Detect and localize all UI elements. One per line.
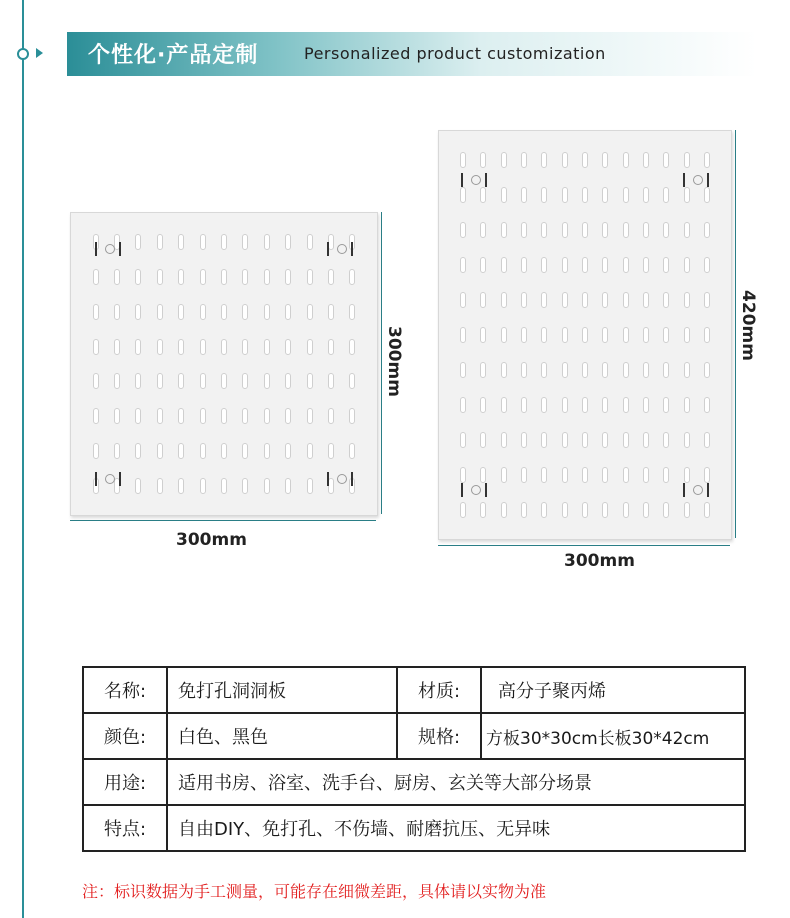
- peg-slot: [264, 443, 270, 459]
- peg-slot: [460, 397, 466, 413]
- peg-slot: [582, 362, 588, 378]
- peg-slot: [684, 502, 690, 518]
- mount-bracket-icon: [327, 242, 353, 256]
- peg-slot: [460, 187, 466, 203]
- screw-icon: [471, 175, 481, 185]
- peg-slot: [264, 339, 270, 355]
- material-key: 材质:: [397, 667, 481, 713]
- peg-slot: [307, 373, 313, 389]
- peg-slot: [623, 257, 629, 273]
- peg-slot: [562, 222, 568, 238]
- peg-slot: [307, 443, 313, 459]
- peg-slot: [285, 373, 291, 389]
- peg-slot: [349, 339, 355, 355]
- peg-slot: [264, 269, 270, 285]
- size-key: 规格:: [397, 713, 481, 759]
- peg-slot: [704, 187, 710, 203]
- square-board-height-line: [381, 212, 382, 514]
- peg-slot: [157, 234, 163, 250]
- peg-slot: [521, 152, 527, 168]
- peg-slot: [643, 292, 649, 308]
- peg-slot: [328, 443, 334, 459]
- peg-slot: [221, 443, 227, 459]
- peg-slot: [643, 152, 649, 168]
- peg-slot: [643, 222, 649, 238]
- peg-slot: [704, 152, 710, 168]
- peg-slot: [307, 269, 313, 285]
- peg-slot: [663, 257, 669, 273]
- peg-slot: [135, 478, 141, 494]
- peg-slot: [582, 152, 588, 168]
- peg-slot: [178, 304, 184, 320]
- peg-slot: [541, 397, 547, 413]
- peg-slot: [460, 152, 466, 168]
- peg-slot: [582, 502, 588, 518]
- peg-slot: [643, 502, 649, 518]
- screw-icon: [693, 485, 703, 495]
- peg-slot: [501, 362, 507, 378]
- peg-slot: [704, 502, 710, 518]
- peg-slot: [221, 304, 227, 320]
- feature-key: 特点:: [83, 805, 167, 851]
- peg-slot: [684, 292, 690, 308]
- peg-slot: [663, 187, 669, 203]
- peg-slot: [349, 443, 355, 459]
- peg-slot: [460, 467, 466, 483]
- peg-slot: [521, 292, 527, 308]
- peg-slot: [157, 269, 163, 285]
- peg-slot: [623, 327, 629, 343]
- decor-vertical-line: [22, 0, 24, 918]
- peg-slot: [501, 292, 507, 308]
- peg-slot: [480, 467, 486, 483]
- peg-slot: [602, 432, 608, 448]
- peg-slot: [562, 362, 568, 378]
- peg-slot: [623, 222, 629, 238]
- long-board-width-line: [438, 545, 730, 546]
- peg-slot: [157, 443, 163, 459]
- peg-slot: [521, 187, 527, 203]
- peg-slot: [285, 443, 291, 459]
- peg-slot: [643, 467, 649, 483]
- peg-slot: [460, 292, 466, 308]
- peg-slot: [623, 187, 629, 203]
- peg-slot: [114, 339, 120, 355]
- peg-slot: [480, 362, 486, 378]
- peg-slot: [704, 257, 710, 273]
- peg-slot: [541, 362, 547, 378]
- peg-slot: [178, 269, 184, 285]
- peg-slot: [114, 304, 120, 320]
- peg-slot: [684, 257, 690, 273]
- peg-slot: [623, 432, 629, 448]
- peg-slot: [221, 408, 227, 424]
- peg-slot: [541, 432, 547, 448]
- peg-slot: [704, 292, 710, 308]
- peg-slot: [349, 269, 355, 285]
- peg-slot: [178, 408, 184, 424]
- peg-slot: [328, 304, 334, 320]
- peg-slot: [157, 304, 163, 320]
- peg-slot: [178, 234, 184, 250]
- long-board-height-line: [735, 130, 736, 538]
- peg-slot: [242, 478, 248, 494]
- peg-slot: [93, 304, 99, 320]
- peg-slot: [623, 502, 629, 518]
- screw-icon: [337, 244, 347, 254]
- peg-slot: [221, 478, 227, 494]
- material-value: 高分子聚丙烯: [481, 667, 745, 713]
- peg-slot: [480, 257, 486, 273]
- peg-slot: [684, 187, 690, 203]
- peg-slot: [135, 443, 141, 459]
- peg-slot: [307, 304, 313, 320]
- peg-slot: [623, 292, 629, 308]
- peg-slot: [541, 152, 547, 168]
- peg-slot: [623, 362, 629, 378]
- screw-icon: [693, 175, 703, 185]
- peg-slot: [480, 432, 486, 448]
- peg-slot: [663, 502, 669, 518]
- peg-slot: [307, 408, 313, 424]
- peg-slot: [663, 397, 669, 413]
- peg-slot: [501, 257, 507, 273]
- peg-slot: [501, 187, 507, 203]
- color-value: 白色、黑色: [167, 713, 397, 759]
- peg-slot: [480, 502, 486, 518]
- peg-slot: [521, 362, 527, 378]
- peg-slot: [200, 373, 206, 389]
- peg-slot: [663, 432, 669, 448]
- peg-slot: [349, 304, 355, 320]
- peg-slot: [704, 222, 710, 238]
- peg-slot: [704, 397, 710, 413]
- peg-slot: [135, 269, 141, 285]
- peg-slot: [307, 339, 313, 355]
- peg-slot: [480, 152, 486, 168]
- peg-slot: [562, 432, 568, 448]
- peg-slot: [200, 304, 206, 320]
- peg-slot: [157, 478, 163, 494]
- peg-slot: [285, 269, 291, 285]
- peg-slot: [582, 397, 588, 413]
- peg-slot: [285, 339, 291, 355]
- peg-slot: [562, 257, 568, 273]
- peg-slot: [460, 257, 466, 273]
- peg-slot: [541, 467, 547, 483]
- peg-slot: [114, 443, 120, 459]
- peg-slot: [704, 327, 710, 343]
- peg-slot: [521, 432, 527, 448]
- peg-slot: [157, 373, 163, 389]
- peg-slot: [285, 408, 291, 424]
- peg-slot: [541, 257, 547, 273]
- peg-slot: [643, 187, 649, 203]
- peg-slot: [562, 187, 568, 203]
- peg-slot: [157, 339, 163, 355]
- peg-slot: [264, 304, 270, 320]
- peg-slot: [460, 327, 466, 343]
- peg-slot: [663, 467, 669, 483]
- peg-slot: [135, 234, 141, 250]
- peg-slot: [602, 397, 608, 413]
- name-value: 免打孔洞洞板: [167, 667, 397, 713]
- peg-slot: [242, 304, 248, 320]
- peg-slot: [200, 234, 206, 250]
- peg-slot: [521, 502, 527, 518]
- peg-slot: [582, 292, 588, 308]
- peg-slot: [501, 327, 507, 343]
- peg-slot: [602, 502, 608, 518]
- peg-slot: [501, 397, 507, 413]
- peg-slot: [242, 373, 248, 389]
- square-pegboard-image: [70, 212, 378, 516]
- peg-slot: [562, 467, 568, 483]
- peg-slot: [541, 222, 547, 238]
- peg-slot: [562, 397, 568, 413]
- peg-slot: [285, 304, 291, 320]
- peg-slot: [602, 467, 608, 483]
- peg-slot: [328, 373, 334, 389]
- peg-slot: [242, 339, 248, 355]
- peg-slot: [460, 362, 466, 378]
- mount-bracket-icon: [461, 173, 487, 187]
- peg-slot: [135, 339, 141, 355]
- peg-slot: [521, 467, 527, 483]
- peg-slot: [521, 222, 527, 238]
- peg-slot: [643, 257, 649, 273]
- peg-slot: [221, 339, 227, 355]
- peg-slot: [643, 327, 649, 343]
- peg-slot: [242, 234, 248, 250]
- mount-bracket-icon: [683, 483, 709, 497]
- peg-slot: [242, 443, 248, 459]
- peg-slot: [643, 362, 649, 378]
- peg-slot: [623, 397, 629, 413]
- measurement-note: 注：标识数据为手工测量，可能存在细微差距，具体请以实物为准: [82, 882, 547, 901]
- mount-bracket-icon: [461, 483, 487, 497]
- peg-slot: [541, 292, 547, 308]
- peg-slot: [200, 339, 206, 355]
- feature-value: 自由DIY、免打孔、不伤墙、耐磨抗压、无异味: [167, 805, 745, 851]
- header-subtitle: Personalized product customization: [304, 44, 606, 63]
- peg-slot: [602, 257, 608, 273]
- peg-slot: [178, 373, 184, 389]
- mount-bracket-icon: [683, 173, 709, 187]
- peg-slot: [582, 222, 588, 238]
- peg-slot: [114, 269, 120, 285]
- table-row: [83, 713, 745, 759]
- peg-slot: [157, 408, 163, 424]
- peg-slot: [562, 327, 568, 343]
- peg-slot: [684, 397, 690, 413]
- screw-icon: [105, 474, 115, 484]
- screw-icon: [105, 244, 115, 254]
- peg-slot: [200, 443, 206, 459]
- peg-slot: [221, 269, 227, 285]
- peg-slot: [663, 292, 669, 308]
- peg-slot: [582, 257, 588, 273]
- peg-slot: [93, 269, 99, 285]
- peg-slot: [562, 152, 568, 168]
- peg-slot: [582, 467, 588, 483]
- peg-slot: [582, 327, 588, 343]
- peg-slot: [684, 152, 690, 168]
- peg-slot: [480, 327, 486, 343]
- peg-slot: [684, 327, 690, 343]
- peg-slot: [285, 478, 291, 494]
- peg-slot: [480, 292, 486, 308]
- peg-slot: [93, 339, 99, 355]
- peg-slot: [285, 234, 291, 250]
- peg-slot: [93, 373, 99, 389]
- peg-slot: [480, 222, 486, 238]
- peg-slot: [663, 222, 669, 238]
- peg-slot: [602, 152, 608, 168]
- peg-slot: [460, 432, 466, 448]
- peg-slot: [135, 408, 141, 424]
- usage-value: 适用书房、浴室、洗手台、厨房、玄关等大部分场景: [167, 759, 745, 805]
- peg-slot: [307, 478, 313, 494]
- peg-slot: [541, 187, 547, 203]
- peg-slot: [178, 478, 184, 494]
- peg-slot: [684, 467, 690, 483]
- peg-slot: [643, 397, 649, 413]
- long-pegboard-image: [438, 130, 732, 540]
- peg-slot: [480, 187, 486, 203]
- color-key: 颜色:: [83, 713, 167, 759]
- peg-slot: [93, 443, 99, 459]
- peg-slot: [501, 467, 507, 483]
- peg-slot: [521, 327, 527, 343]
- peg-slot: [704, 362, 710, 378]
- peg-slot: [663, 362, 669, 378]
- square-board-height-label: 300mm: [384, 326, 404, 397]
- circle-bullet-icon: [17, 48, 29, 60]
- peg-slot: [602, 327, 608, 343]
- peg-slot: [178, 339, 184, 355]
- peg-slot: [602, 222, 608, 238]
- peg-slot: [521, 257, 527, 273]
- peg-slot: [200, 408, 206, 424]
- peg-slot: [242, 408, 248, 424]
- square-board-width-line: [70, 520, 376, 521]
- peg-slot: [643, 432, 649, 448]
- table-row: [83, 805, 745, 851]
- peg-slot: [200, 478, 206, 494]
- peg-slot: [684, 362, 690, 378]
- triangle-arrow-icon: [36, 48, 43, 58]
- peg-slot: [684, 222, 690, 238]
- peg-slot: [264, 234, 270, 250]
- peg-slot: [521, 397, 527, 413]
- peg-slot: [460, 502, 466, 518]
- usage-key: 用途:: [83, 759, 167, 805]
- peg-slot: [541, 502, 547, 518]
- table-row: [83, 759, 745, 805]
- peg-slot: [349, 373, 355, 389]
- peg-slot: [602, 292, 608, 308]
- peg-slot: [562, 502, 568, 518]
- screw-icon: [471, 485, 481, 495]
- peg-slot: [562, 292, 568, 308]
- peg-slot: [460, 222, 466, 238]
- peg-slot: [328, 269, 334, 285]
- peg-slot: [328, 339, 334, 355]
- peg-slot: [582, 432, 588, 448]
- peg-slot: [264, 478, 270, 494]
- spec-table: [82, 666, 746, 852]
- peg-slot: [501, 432, 507, 448]
- peg-slot: [501, 502, 507, 518]
- mount-bracket-icon: [95, 242, 121, 256]
- peg-slot: [178, 443, 184, 459]
- size-value: 方板30*30cm长板30*42cm: [481, 713, 745, 759]
- peg-slot: [663, 152, 669, 168]
- peg-slot: [135, 304, 141, 320]
- long-board-width-label: 300mm: [564, 551, 635, 571]
- peg-slot: [200, 269, 206, 285]
- peg-slot: [501, 222, 507, 238]
- peg-slot: [264, 373, 270, 389]
- peg-slot: [704, 432, 710, 448]
- peg-slot: [264, 408, 270, 424]
- peg-slot: [135, 373, 141, 389]
- peg-slot: [221, 373, 227, 389]
- peg-slot: [349, 408, 355, 424]
- peg-slot: [623, 467, 629, 483]
- peg-slot: [704, 467, 710, 483]
- peg-slot: [623, 152, 629, 168]
- peg-slot: [221, 234, 227, 250]
- peg-slot: [307, 234, 313, 250]
- peg-slot: [480, 397, 486, 413]
- peg-slot: [582, 187, 588, 203]
- peg-slot: [501, 152, 507, 168]
- mount-bracket-icon: [327, 472, 353, 486]
- table-row: [83, 667, 745, 713]
- peg-slot: [114, 373, 120, 389]
- peg-slot: [663, 327, 669, 343]
- peg-slot: [684, 432, 690, 448]
- peg-slot: [541, 327, 547, 343]
- peg-slot: [93, 408, 99, 424]
- peg-slot: [602, 362, 608, 378]
- screw-icon: [337, 474, 347, 484]
- square-board-width-label: 300mm: [176, 530, 247, 550]
- mount-bracket-icon: [95, 472, 121, 486]
- long-board-height-label: 420mm: [738, 290, 758, 361]
- peg-slot: [242, 269, 248, 285]
- peg-slot: [114, 408, 120, 424]
- header-title: 个性化·产品定制: [88, 43, 259, 68]
- name-key: 名称:: [83, 667, 167, 713]
- peg-slot: [602, 187, 608, 203]
- peg-slot: [328, 408, 334, 424]
